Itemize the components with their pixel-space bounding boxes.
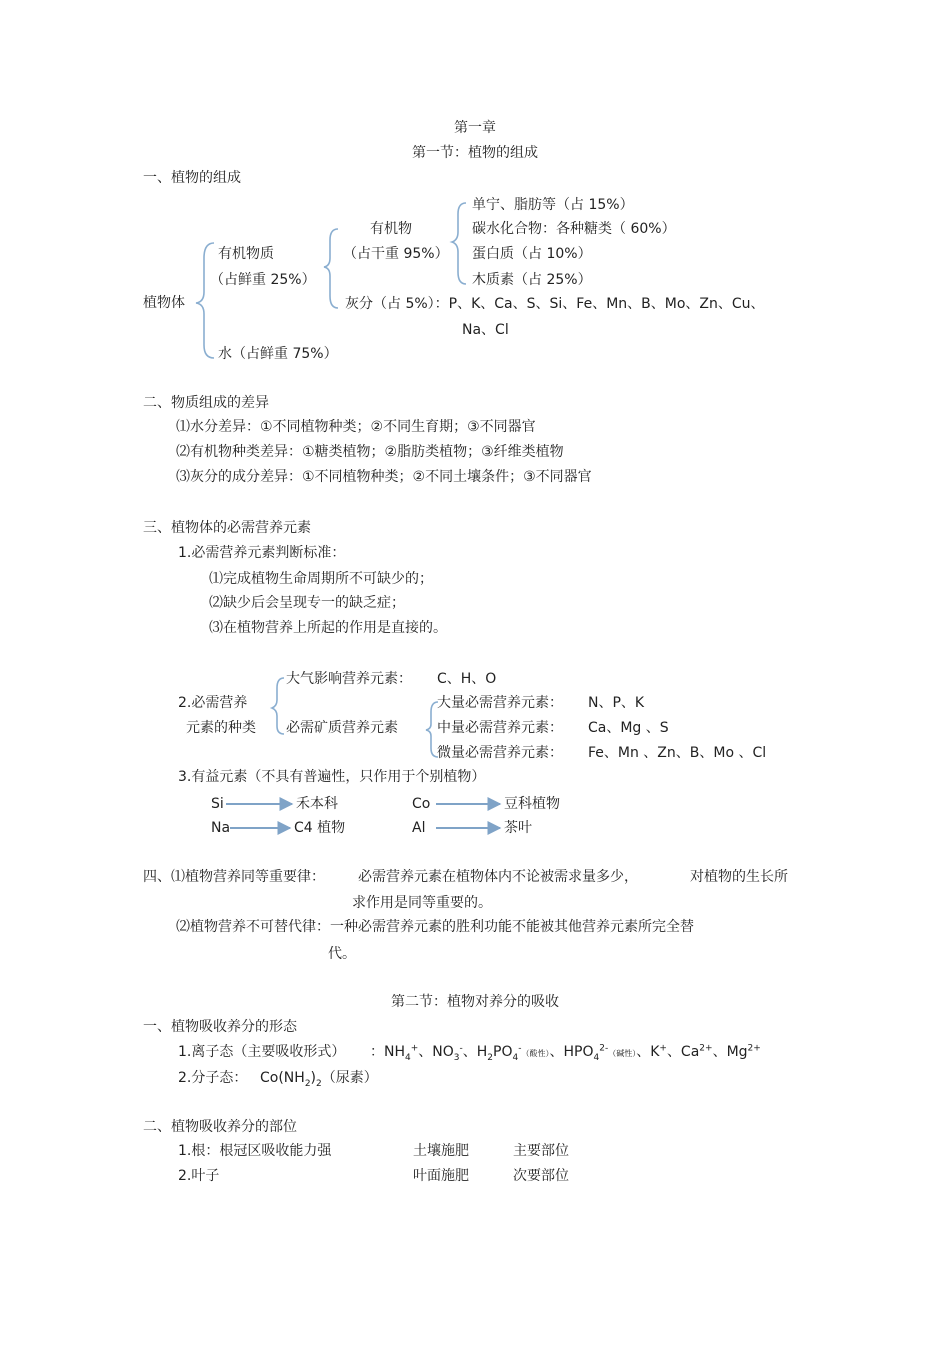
criteria-2: ⑵缺少后会呈现专一的缺乏症； xyxy=(209,595,405,611)
section2-title: 第二节：植物对养分的吸收 xyxy=(391,994,559,1010)
ion-label: 1.离子态（主要吸收形式） xyxy=(178,1044,346,1060)
mineral-label: 必需矿质营养元素 xyxy=(286,720,398,736)
node-plant-body: 植物体 xyxy=(143,295,185,311)
site-leaf: 2.叶子 xyxy=(178,1168,220,1184)
law1-text-b: 对植物的生长所 xyxy=(690,869,788,885)
macro-value: N、P、K xyxy=(588,695,645,711)
heading-essential-elements: 三、植物体的必需营养元素 xyxy=(143,520,311,536)
heading-absorption-form: 一、植物吸收养分的形态 xyxy=(143,1019,297,1035)
criteria-title: 1.必需营养元素判断标准： xyxy=(178,545,346,561)
molecule-value: $Co(NH_2)_2$（尿素） xyxy=(260,1070,378,1089)
beneficial-al: Al xyxy=(412,820,426,836)
item-protein: 蛋白质（占 10%） xyxy=(472,246,592,262)
beneficial-title: 3.有益元素（不具有普遍性，只作用于个别植物） xyxy=(178,769,486,785)
law2-text-cont: 代。 xyxy=(328,946,356,962)
atmo-value: C、H、O xyxy=(437,671,497,687)
section1-title: 第一节：植物的组成 xyxy=(412,145,538,161)
criteria-3: ⑶在植物营养上所起的作用是直接的。 xyxy=(209,620,447,636)
node-organic-matter: 有机物质 xyxy=(218,246,274,262)
site-leaf-method: 叶面施肥 xyxy=(413,1168,469,1184)
item-lignin: 木质素（占 25%） xyxy=(472,272,592,288)
node-organic-dry-pct: （占干重 95%） xyxy=(343,246,449,262)
item-carbohydrate: 碳水化合物：各种糖类（ 60%） xyxy=(472,221,676,237)
atmo-label: 大气影响营养元素： xyxy=(286,671,412,687)
node-ash: 灰分（占 5%）：P、K、Ca、S、Si、Fe、Mn、B、Mo、Zn、Cu、 xyxy=(345,296,765,312)
alk-note: （碱性） xyxy=(608,1049,637,1058)
acid-note: （酸性） xyxy=(521,1049,550,1058)
beneficial-co-target: 豆科植物 xyxy=(504,796,560,812)
micro-label: 微量必需营养元素： xyxy=(437,745,563,761)
macro-label: 大量必需营养元素： xyxy=(437,695,563,711)
beneficial-si-target: 禾本科 xyxy=(296,796,338,812)
brace-kinds xyxy=(272,678,284,734)
ion-list: ：$NH_4^+$、$NO_3^-$、$H_2PO_4^-$（酸性）、$HPO_4^{2-}$（碱性）、K+、$Ca^{2+}$、$Mg^{2+}$ xyxy=(370,1043,761,1063)
beneficial-na-target: C4 植物 xyxy=(294,820,346,836)
node-water: 水（占鲜重 75%） xyxy=(218,346,338,362)
beneficial-na: Na xyxy=(211,820,231,836)
site-leaf-role: 次要部位 xyxy=(513,1168,569,1184)
law1-text-a: 必需营养元素在植物体内不论被需求量多少， xyxy=(358,869,638,885)
beneficial-al-target: 茶叶 xyxy=(504,820,532,836)
kinds-title-1: 2.必需营养 xyxy=(178,695,248,711)
node-organic-fresh-pct: （占鲜重 25%） xyxy=(210,272,316,288)
molecule-label: 2.分子态： xyxy=(178,1070,248,1086)
diff-water: ⑴水分差异：①不同植物种类；②不同生育期；③不同器官 xyxy=(176,419,536,435)
heading-plant-composition: 一、植物的组成 xyxy=(143,170,241,186)
micro-value: Fe、Mn 、Zn、B、Mo 、Cl xyxy=(588,745,767,761)
criteria-1: ⑴完成植物生命周期所不可缺少的； xyxy=(209,571,433,587)
law1-label: 四、⑴植物营养同等重要律： xyxy=(143,869,325,885)
chapter-title: 第一章 xyxy=(454,120,496,136)
diff-organic: ⑵有机物种类差异：①糖类植物；②脂肪类植物；③纤维类植物 xyxy=(176,444,564,460)
beneficial-co: Co xyxy=(412,796,431,812)
kinds-title-2: 元素的种类 xyxy=(186,720,256,736)
heading-absorption-site: 二、植物吸收养分的部位 xyxy=(143,1119,297,1135)
law1-text-c: 求作用是同等重要的。 xyxy=(352,895,492,911)
law2-text: ⑵植物营养不可替代律：一种必需营养元素的胜利功能不能被其他营养元素所完全替 xyxy=(176,919,694,935)
node-organic-sub: 有机物 xyxy=(370,221,412,237)
brace-organic-sub xyxy=(452,203,466,284)
beneficial-si: Si xyxy=(211,796,224,812)
node-ash-cont: Na、Cl xyxy=(462,322,509,338)
site-root-method: 土壤施肥 xyxy=(413,1143,469,1159)
diff-ash: ⑶灰分的成分差异：①不同植物种类；②不同土壤条件；③不同器官 xyxy=(176,469,592,485)
meso-value: Ca、Mg 、S xyxy=(588,720,669,736)
site-root-role: 主要部位 xyxy=(513,1143,569,1159)
brace-organic xyxy=(324,229,338,308)
item-tannin-fat: 单宁、脂肪等（占 15%） xyxy=(472,197,634,213)
meso-label: 中量必需营养元素： xyxy=(437,720,563,736)
site-root: 1.根：根冠区吸收能力强 xyxy=(178,1143,332,1159)
heading-composition-diff: 二、物质组成的差异 xyxy=(143,395,269,411)
brace-plant xyxy=(196,243,214,358)
